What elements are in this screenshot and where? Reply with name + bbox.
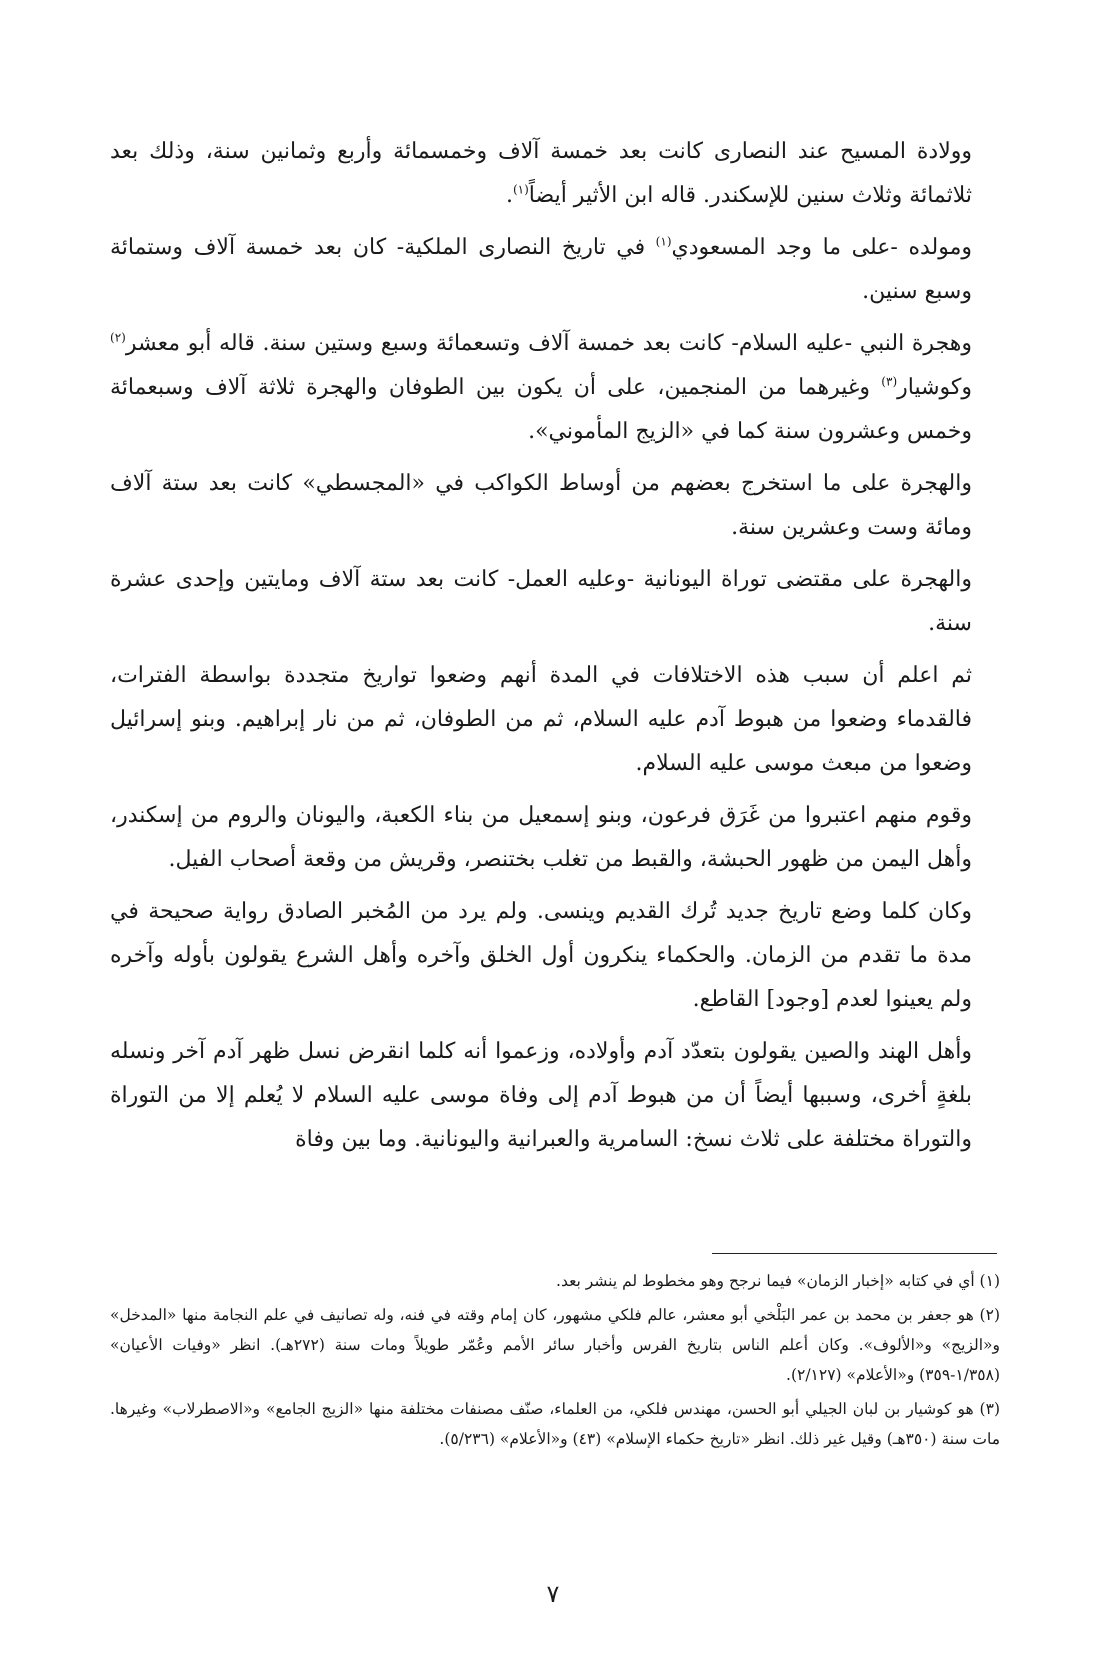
paragraph-6: ثم اعلم أن سبب هذه الاختلافات في المدة أنهم وضعوا تواريخ متجددة بواسطة الفترات، فالقدماء وضعوا من هبوط آدم عليه السلام، ثم من الطوفان، ثم من نار إبراهيم. وبنو إسرائيل وضعوا من مبعث موسى عليه السلام.	[110, 663, 972, 776]
paragraph-tail: .	[505, 183, 513, 208]
paragraph-text: وولادة المسيح عند النصارى كانت بعد خمسة آلاف وخمسمائة وأربع وثمانين سنة، وذلك بعد ثلاثمائة وثلاث سنين للإسكندر. قاله ابن الأثير أيضاً	[110, 139, 972, 208]
footnote-marker: (١)	[512, 182, 529, 197]
paragraph-3	[110, 322, 1000, 454]
paragraph-tail: في تاريخ النصارى الملكية- كان بعد خمسة آلاف وستمائة وسبع سنين.	[110, 235, 972, 304]
paragraph-7: وقوم منهم اعتبروا من غَرَق فرعون، وبنو إسمعيل من بناء الكعبة، واليونان والروم من إسكندر، وأهل اليمن من ظهور الحبشة، والقبط من تغلب بختنصر، وقريش من وقعة أصحاب الفيل.	[110, 803, 972, 872]
paragraph-tail: وكوشيار	[897, 375, 972, 400]
paragraph-8: وكان كلما وضع تاريخ جديد تُرك القديم وينسى. ولم يرد من المُخبر الصادق رواية صحيحة في مدة ما تقدم من الزمان. والحكماء ينكرون أول الخلق وآخره وأهل الشرع يقولون بأوله وآخره ولم يعينوا لعدم [وجود] القاطع.	[110, 899, 972, 1012]
main-text	[110, 130, 1000, 1162]
paragraph-text: وهجرة النبي -عليه السلام- كانت بعد خمسة آلاف وتسعمائة وسبع وستين سنة. قاله أبو معشر	[125, 331, 972, 356]
footnote-1: (١) أي في كتابه «إخبار الزمان» فيما نرجح وهو مخطوط لم ينشر بعد.	[556, 1272, 1000, 1290]
footnote-3: (٣) هو كوشيار بن لبان الجيلي أبو الحسن، مهندس فلكي، من العلماء، صنّف مصنفات مختلفة منها «الزيج الجامع» و«الاصطرلاب» وغيرها. مات سنة (٣٥٠هـ) وقيل غير ذلك. انظر «تاريخ حكماء الإسلام» (٤٣) و«الأعلام» (٥/٢٣٦).	[110, 1400, 1000, 1448]
paragraph-1	[110, 130, 1000, 218]
footnote-marker: (٢)	[110, 330, 126, 345]
footnote-divider	[712, 1253, 997, 1254]
page-number: ٧	[546, 1580, 560, 1608]
footnote-2: (٢) هو جعفر بن محمد بن عمر البَلْخي أبو معشر، عالم فلكي مشهور، كان إمام وقته في فنه، وله تصانيف في علم النجامة منها «المدخل» و«الزيج» و«الألوف». وكان أعلم الناس بتاريخ الفرس وأخبار سائر الأمم وعُمّر طويلاً ومات سنة (٢٧٢هـ). انظر «وفيات الأعيان» (١/٣٥٨-٣٥٩) و«الأعلام» (٢/١٢٧).	[110, 1306, 1000, 1384]
paragraph-5: والهجرة على مقتضى توراة اليونانية -وعليه العمل- كانت بعد ستة آلاف ومايتين وإحدى عشرة سنة.	[110, 567, 972, 636]
footnote-marker: (١)	[655, 234, 672, 249]
paragraph-4: والهجرة على ما استخرج بعضهم من أوساط الكواكب في «المجسطي» كانت بعد ستة آلاف ومائة وست وعشرين سنة.	[110, 471, 972, 540]
paragraph-text: ومولده -على ما وجد المسعودي	[671, 235, 972, 260]
footnotes	[110, 1266, 1000, 1458]
paragraph-tail: وغيرهما من المنجمين، على أن يكون بين الطوفان والهجرة ثلاثة آلاف وسبعمائة وخمس وعشرون سنة كما في «الزيج المأموني».	[110, 375, 972, 444]
paragraph-9: وأهل الهند والصين يقولون بتعدّد آدم وأولاده، وزعموا أنه كلما انقرض نسل ظهر آدم آخر ونسله بلغةٍ أخرى، وسببها أيضاً أن من هبوط آدم إلى وفاة موسى عليه السلام لا يُعلم إلا من التوراة والتوراة مختلفة على ثلاث نسخ: السامرية والعبرانية واليونانية. وما بين وفاة	[110, 1039, 972, 1152]
paragraph-2	[110, 226, 1000, 314]
footnote-marker: (٣)	[881, 374, 898, 389]
